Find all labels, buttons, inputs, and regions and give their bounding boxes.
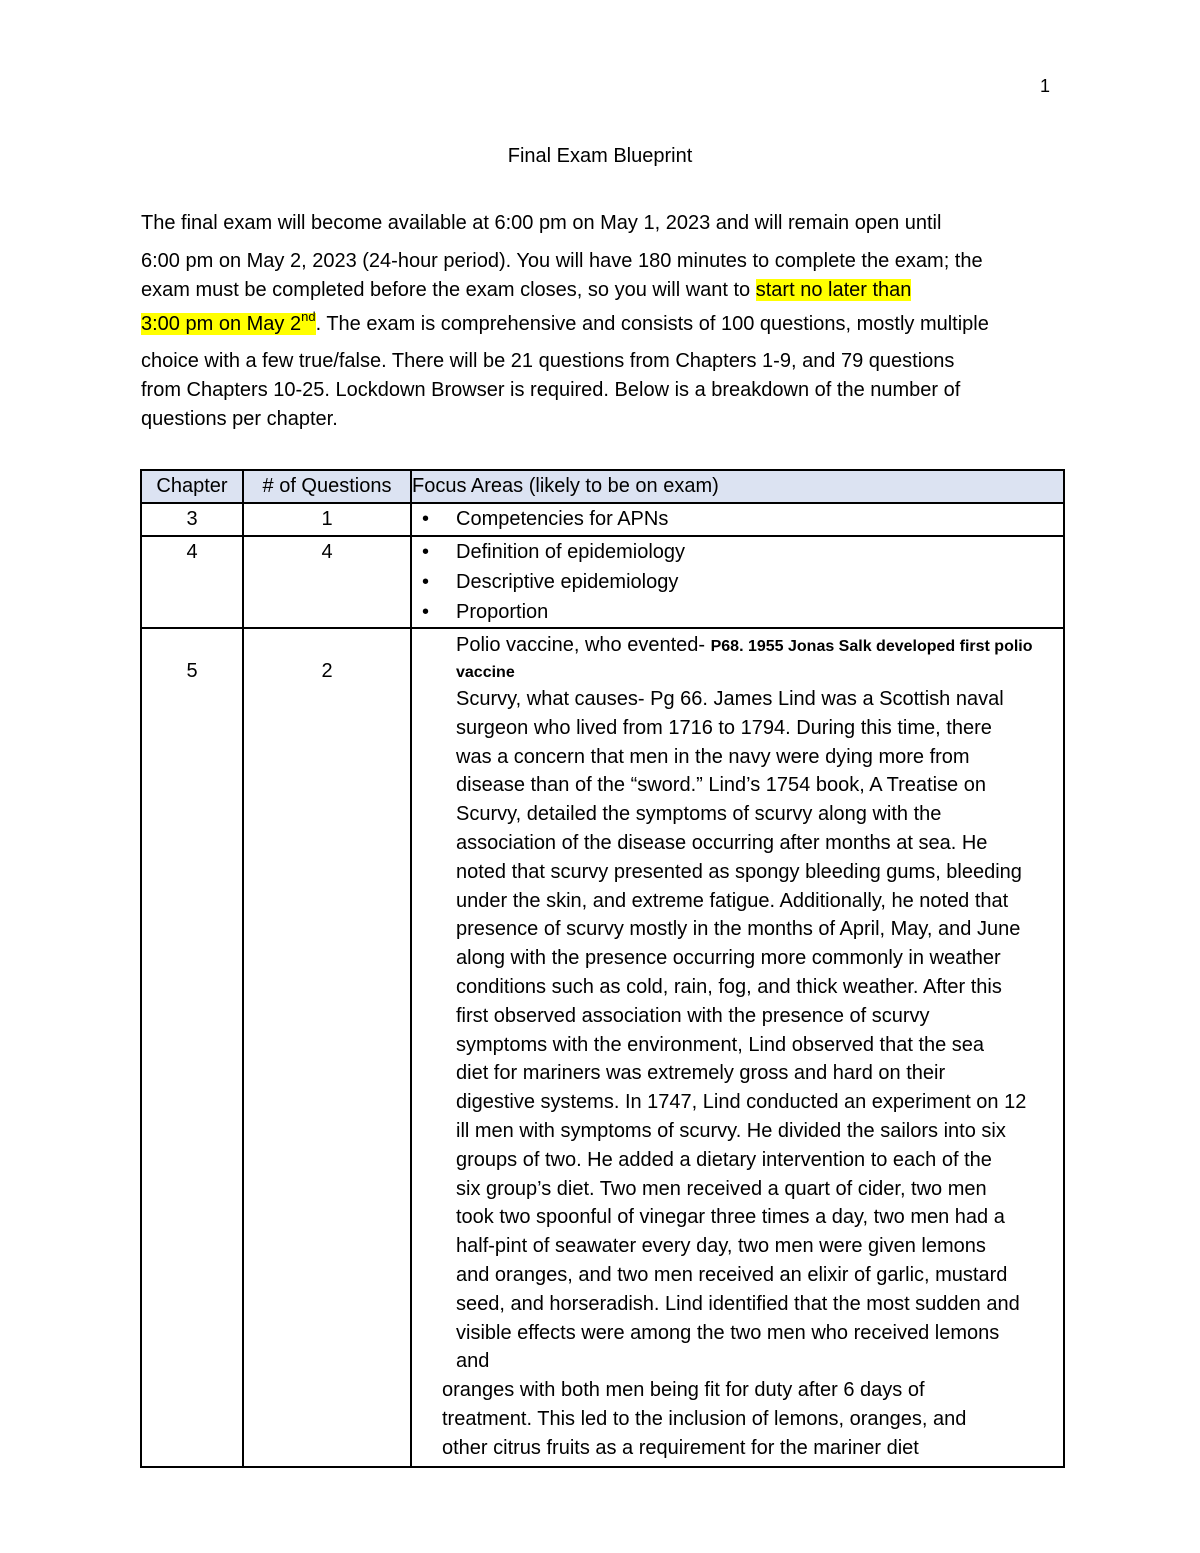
focus-item: Descriptive epidemiology [456,571,679,593]
text-line: under the skin, and extreme fatigue. Additionally, he noted that [456,889,1009,912]
table-row [141,628,1064,1467]
intro-line: choice with a few true/false. There will be 21 questions from Chapters 1-9, and 79 questions [141,350,955,372]
table-row [141,536,1064,628]
intro-text: . The exam is comprehensive and consists of 100 questions, mostly multiple [315,313,989,335]
text-line: took two spoonful of vinegar three times a day, two men had a [456,1206,1005,1229]
text-line: noted that scurvy presented as spongy bleeding gums, bleeding [456,860,1022,883]
text-line: and [456,1350,490,1373]
polio-question: Polio vaccine, who evented- [456,634,711,656]
intro-paragraph [141,209,1066,434]
bullet-icon: • [422,541,430,563]
header-focus-areas: Focus Areas (likely to be on exam) [411,470,1064,503]
blueprint-table [140,469,1065,1468]
scurvy-note [456,685,1063,1376]
table-header-row [141,470,1064,503]
intro-line: from Chapters 10-25. Lockdown Browser is required. Below is a breakdown of the number of [141,379,961,401]
bullet-icon: • [422,508,430,530]
chapter-cell: 3 [141,503,243,536]
text-line: seed, and horseradish. Lind identified that the most sudden and [456,1292,1020,1315]
text-line: groups of two. He added a dietary intervention to each of the [456,1148,992,1171]
text-line: treatment. This led to the inclusion of lemons, oranges, and [442,1408,967,1431]
bullet-icon: • [422,601,430,623]
chapter-cell: 5 [141,628,243,1467]
focus-cell [411,628,1064,1467]
list-item [412,597,1063,627]
scurvy-note-continued [442,1376,1063,1466]
text-line: ill men with symptoms of scurvy. He divided the sailors into six [456,1119,1006,1142]
focus-cell [411,536,1064,628]
focus-notes [412,629,1063,1466]
document-title: Final Exam Blueprint [507,145,693,167]
focus-item: Definition of epidemiology [456,541,686,563]
polio-answer: P68. 1955 Jonas Salk developed first polio vaccine [456,638,1033,681]
text-line: digestive systems. In 1747, Lind conducted an experiment on 12 [456,1091,1027,1114]
text-line: along with the presence occurring more commonly in weather [456,947,1001,970]
intro-line: The final exam will become available at 6:00 pm on May 1, 2023 and will remain open until [141,212,942,234]
list-item [412,567,1063,597]
highlighted-text [141,309,316,335]
highlighted-date: 3:00 pm on May 2 [141,313,302,335]
text-line: first observed association with the presence of scurvy [456,1004,930,1027]
highlighted-text: start no later than [755,279,912,301]
text-line: disease than of the “sword.” Lind’s 1754 book, A Treatise on [456,774,986,797]
table-row [141,503,1064,536]
header-questions: # of Questions [243,470,411,503]
text-line: symptoms with the environment, Lind observed that the sea [456,1033,985,1056]
text-line: diet for mariners was extremely gross and hard on their [456,1062,946,1085]
page-number: 1 [1040,76,1051,96]
chapter-cell: 4 [141,536,243,628]
focus-cell [411,503,1064,536]
text-line: surgeon who lived from 1716 to 1794. During this time, there [456,716,992,739]
polio-note [456,633,1063,685]
text-line: association of the disease occurring after months at sea. He [456,831,988,854]
questions-cell: 4 [243,536,411,628]
intro-text: exam must be completed before the exam closes, so you will want to [141,279,756,301]
focus-item: Proportion [456,601,549,623]
focus-item: Competencies for APNs [456,508,669,530]
text-line: and oranges, and two men received an elixir of garlic, mustard [456,1263,1008,1286]
questions-cell: 2 [243,628,411,1467]
intro-line: 6:00 pm on May 2, 2023 (24-hour period). You will have 180 minutes to complete the exam; the [141,250,983,272]
text-line: half-pint of seawater every day, two men were given lemons [456,1235,986,1258]
text-line: was a concern that men in the navy were dying more from [456,745,970,768]
list-item [412,504,1063,534]
ordinal-suffix: nd [301,309,316,324]
intro-line [141,276,1066,310]
text-line: Scurvy, what causes- Pg 66. James Lind was a Scottish naval [456,688,1004,710]
text-line: six group’s diet. Two men received a quart of cider, two men [456,1177,987,1200]
text-line: visible effects were among the two men who received lemons [456,1321,1000,1344]
intro-line [141,310,1066,347]
bullet-icon: • [422,571,430,593]
text-line: other citrus fruits as a requirement for the mariner diet [442,1437,919,1460]
header-chapter: Chapter [141,470,243,503]
text-line: Scurvy, detailed the symptoms of scurvy along with the [456,803,942,826]
questions-cell: 1 [243,503,411,536]
list-item [412,537,1063,567]
text-line: presence of scurvy mostly in the months of April, May, and June [456,918,1021,941]
text-line: conditions such as cold, rain, fog, and thick weather. After this [456,975,1002,998]
text-line: oranges with both men being fit for duty after 6 days of [442,1379,925,1402]
intro-line: questions per chapter. [141,408,338,430]
